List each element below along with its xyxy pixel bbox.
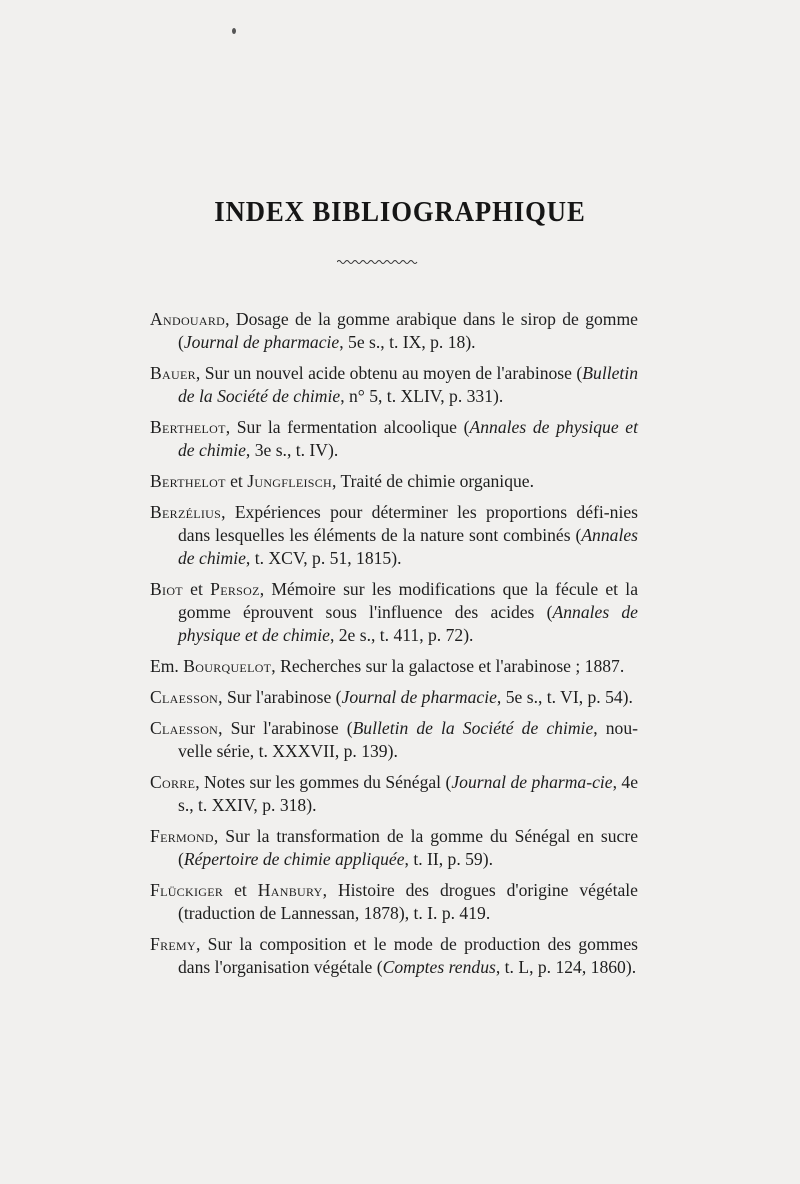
entry-tail: , Recherches sur la galactose et l'arabinose ; 1887. — [271, 656, 625, 676]
entry-author: Andouard — [150, 309, 226, 329]
bibliography-entry — [150, 825, 638, 871]
bibliography-entry — [150, 308, 638, 354]
entry-coauthor: Persoz — [210, 579, 260, 599]
entry-tail: , Traité de chimie organique. — [332, 471, 534, 491]
entry-tail: , n° 5, t. XLIV, p. 331). — [340, 386, 504, 406]
entry-text: et — [223, 880, 258, 900]
entry-source: Journal de pharma-cie — [451, 772, 613, 792]
bibliography-entry — [150, 501, 638, 570]
bibliography-entry — [150, 879, 638, 925]
entry-source: Annales de physique et de chimie — [178, 602, 638, 645]
entry-text: , Sur la transformation de la gomme du Sénégal en sucre ( — [178, 826, 638, 869]
entry-source: Journal de pharmacie — [341, 687, 497, 707]
entry-author: Berthelot — [150, 417, 226, 437]
bibliography-entry — [150, 578, 638, 647]
entry-source: Comptes rendus — [382, 957, 496, 977]
entry-text-2: , Mémoire sur les modifications que la fécule et la gomme éprouvent sous l'influence des acides ( — [178, 579, 639, 622]
entry-coauthor: Jungfleisch — [247, 471, 333, 491]
entry-tail: , 4e s., t. XXIV, p. 318). — [178, 772, 639, 815]
bibliography-entry — [150, 771, 638, 817]
entry-author: Flückiger — [150, 880, 224, 900]
entry-tail: , 5e s., t. IX, p. 18). — [339, 332, 476, 352]
entry-tail: , 2e s., t. 411, p. 72). — [329, 625, 474, 645]
bibliography-entry — [150, 470, 638, 493]
entry-author: Bauer — [150, 363, 196, 383]
entry-tail: , t. XCV, p. 51, 1815). — [245, 548, 402, 568]
entry-source: Annales de chimie — [178, 525, 638, 568]
entry-text: et — [225, 471, 248, 491]
entry-author: Berzélius — [150, 502, 222, 522]
wavy-rule-ornament — [337, 259, 419, 265]
entry-coauthor: Hanbury — [257, 880, 323, 900]
entry-prefix: Em. — [150, 656, 184, 676]
entry-text: , Sur la fermentation alcoolique ( — [225, 417, 470, 437]
entry-text: , Dosage de la gomme arabique dans le sirop de gomme ( — [178, 309, 638, 352]
entry-source: Annales de physique et de chimie — [178, 417, 638, 460]
entry-author: Fremy — [150, 934, 196, 954]
ink-speck — [232, 28, 236, 34]
entry-author: Claesson — [150, 718, 219, 738]
entry-author: Bourquelot — [183, 656, 272, 676]
entry-author: Biot — [150, 579, 183, 599]
entry-tail: , 3e s., t. IV). — [245, 440, 339, 460]
entry-source: Bulletin de la Société de chimie — [178, 363, 638, 406]
entry-tail: , nou-velle série, t. XXXVII, p. 139). — [178, 718, 638, 761]
bibliography-entry — [150, 416, 638, 462]
entry-tail: , 5e s., t. VI, p. 54). — [496, 687, 633, 707]
entry-source: Bulletin de la Société de chimie — [352, 718, 594, 738]
entry-tail: , t. II, p. 59). — [404, 849, 493, 869]
bibliography-entry — [150, 362, 638, 408]
bibliography-list — [150, 308, 638, 987]
entry-author: Corre — [150, 772, 196, 792]
bibliography-entry — [150, 933, 638, 979]
entry-text: , Sur un nouvel acide obtenu au moyen de l'arabinose ( — [195, 363, 583, 383]
entry-tail: , Histoire des drogues d'origine végétale (traduction de Lannessan, 1878), t. I. p. 419. — [178, 880, 638, 923]
bibliography-entry — [150, 717, 638, 763]
bibliography-entry — [150, 686, 638, 709]
page-title: INDEX BIBLIOGRAPHIQUE — [214, 196, 586, 228]
entry-text: et — [182, 579, 211, 599]
entry-tail: , t. L, p. 124, 1860). — [495, 957, 637, 977]
bibliography-entry — [150, 655, 638, 678]
entry-text: , Sur l'arabinose ( — [218, 687, 342, 707]
entry-text: , Notes sur les gommes du Sénégal ( — [195, 772, 452, 792]
entry-text: , Expériences pour déterminer les proportions défi-nies dans lesquelles les éléments de la nature sont combinés ( — [178, 502, 638, 545]
entry-source: Journal de pharmacie — [183, 332, 340, 352]
entry-source: Répertoire de chimie appliquée — [183, 849, 405, 869]
entry-author: Fermond — [150, 826, 214, 846]
entry-text: , Sur la composition et le mode de production des gommes dans l'organisation végétale ( — [178, 934, 638, 977]
entry-author: Berthelot — [150, 471, 226, 491]
entry-text: , Sur l'arabinose ( — [218, 718, 353, 738]
entry-author: Claesson — [150, 687, 219, 707]
